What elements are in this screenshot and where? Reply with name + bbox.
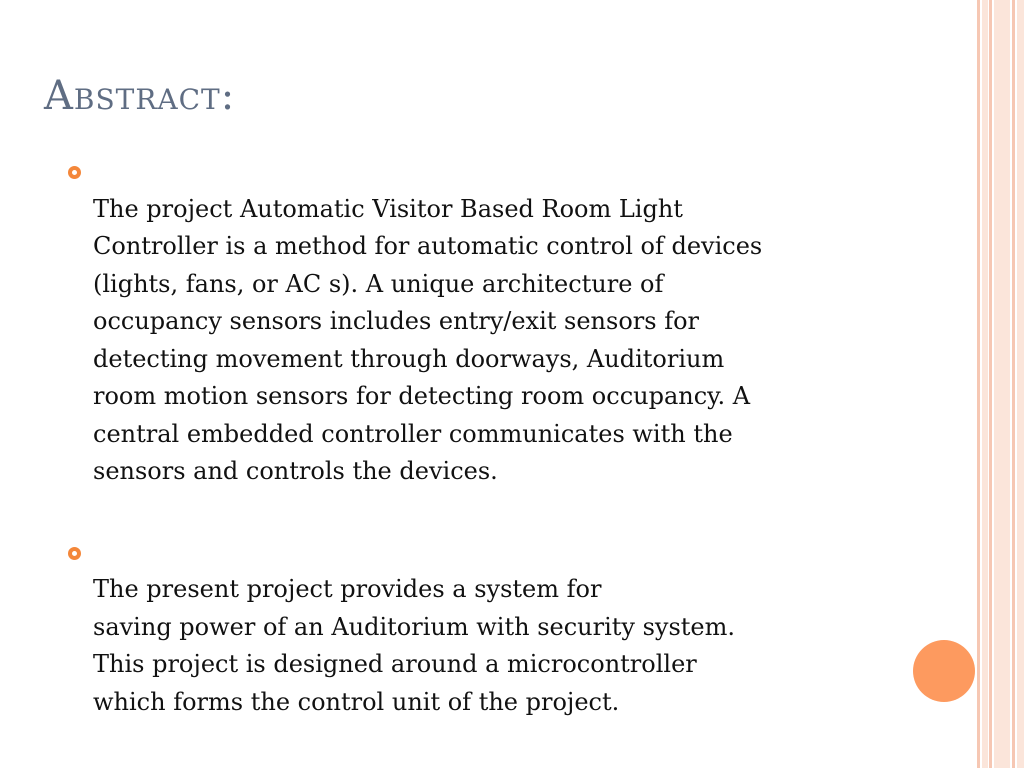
bullet-circle-icon <box>68 547 81 560</box>
decorative-stripe <box>989 0 992 768</box>
accent-circle <box>913 640 975 702</box>
bullet-text: The present project provides a system for saving power of an Auditorium with security system. This project is designed around a microcontroller which forms the control unit of the project. <box>93 575 736 716</box>
decorative-stripe <box>977 0 980 768</box>
decorative-stripe <box>1017 0 1024 768</box>
decorative-stripe <box>982 0 988 768</box>
bullet-item <box>60 534 870 722</box>
decorative-stripe <box>1012 0 1015 768</box>
bullet-text: The project Automatic Visitor Based Room Light Controller is a method for automatic control of devices (lights, fans, or AC s). A unique architecture of occupancy sensors includes entry/exit sensors for detecting movement through doorways, Auditorium room motion sensors for detecting room occupancy. A central embedded controller communicates with the sensors and controls the devices. <box>93 194 763 485</box>
slide-title: Abstract: <box>44 73 236 119</box>
bullet-list <box>60 153 870 721</box>
bullet-circle-icon <box>68 166 81 179</box>
decorative-stripe <box>994 0 1010 768</box>
bullet-item <box>60 153 870 491</box>
